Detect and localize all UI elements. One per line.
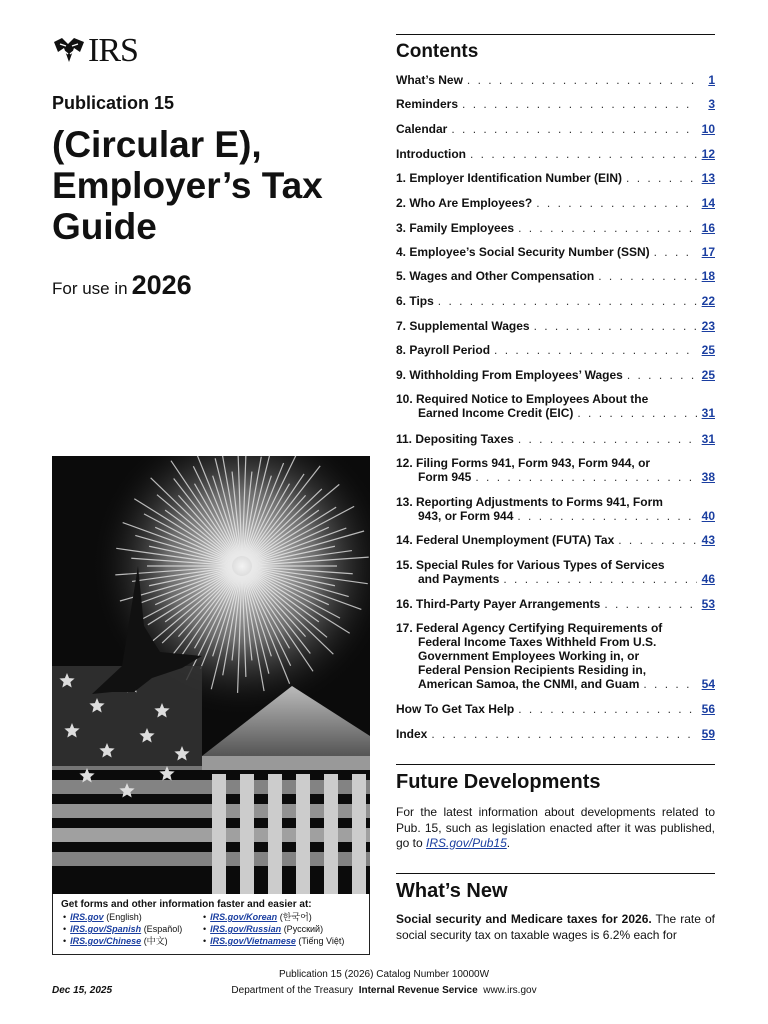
toc-leader-dots [470,147,697,161]
toc-page-link[interactable]: 17 [701,245,715,259]
toc-leader-dots [517,509,697,523]
toc-leader-dots [438,294,697,308]
footer-site: www.irs.gov [483,985,537,996]
divider [396,873,715,874]
irs-eagle-icon [52,36,86,66]
toc-page-link[interactable]: 54 [701,677,715,691]
toc-label: 2. Who Are Employees? [396,196,533,210]
toc-entry[interactable] [396,432,715,446]
toc-entry[interactable] [396,245,715,259]
whats-new-body: The rate of social security tax on taxable wages is 6.2% each for [396,912,715,942]
divider [396,34,715,35]
toc-page-link[interactable]: 59 [701,727,715,741]
info-link-item [63,935,182,947]
toc-page-link[interactable]: 43 [701,533,715,547]
toc-label: 16. Third-Party Payer Arrangements [396,597,601,611]
toc-leader-dots [534,319,697,333]
toc-page-link[interactable]: 40 [701,509,715,523]
toc-label: 943, or Form 944 [418,509,514,523]
toc-label: Government Employees Working in, or [418,649,640,663]
whats-new-lead: Social security and Medicare taxes for 2026. [396,912,652,926]
toc-entry[interactable] [396,621,715,691]
toc-leader-dots [536,196,697,210]
toc-entry[interactable] [396,495,715,523]
irs-korean-link[interactable]: IRS.gov/Korean [210,912,278,922]
irs-spanish-link[interactable]: IRS.gov/Spanish [70,924,142,934]
toc-page-link[interactable]: 10 [701,122,715,136]
info-box [52,894,370,955]
future-text: For the latest information about developments related to Pub. 15, such as legislation enacted after it was published, go to [396,805,715,850]
toc-page-link[interactable]: 53 [701,597,715,611]
toc-label: 12. Filing Forms 941, Form 943, Form 944, or [396,456,651,470]
toc-label: 17. Federal Agency Certifying Requirements of [396,621,663,635]
toc-leader-dots [462,97,697,111]
irs-chinese-link[interactable]: IRS.gov/Chinese [70,936,142,946]
cover-image [52,456,370,894]
toc-entry[interactable] [396,196,715,210]
irs-logo [52,32,138,69]
lang-label: (Tiếng Việt) [298,936,345,946]
divider [396,764,715,765]
footer-agency: Internal Revenue Service [358,985,478,996]
toc-leader-dots [494,343,697,357]
toc-page-link[interactable]: 25 [701,343,715,357]
toc-entry[interactable] [396,73,715,87]
info-link-item [203,935,344,947]
toc-label: Federal Pension Recipients Residing in, [418,663,647,677]
info-box-header: Get forms and other information faster and easier at: [61,899,312,910]
use-prefix: For use in [52,279,128,298]
toc-leader-dots [604,597,697,611]
toc-page-link[interactable]: 25 [701,368,715,382]
toc-entry[interactable] [396,456,715,484]
toc-entry[interactable] [396,147,715,161]
toc-leader-dots [518,702,697,716]
footer-date: Dec 15, 2025 [52,985,113,996]
toc-label: 13. Reporting Adjustments to Forms 941, Form [396,495,663,509]
lang-label: (中文) [143,936,168,946]
toc-label: Federal Income Taxes Withheld From U.S. [418,635,657,649]
contents-heading: Contents [396,41,479,62]
toc-label: Earned Income Credit (EIC) [418,406,574,420]
whats-new-heading: What’s New [396,880,508,902]
toc-label: 5. Wages and Other Compensation [396,269,595,283]
irs-logo-text: IRS [88,32,138,69]
toc-leader-dots [577,406,697,420]
cover-illustration [52,456,370,894]
toc-leader-dots [518,221,697,235]
irs-russian-link[interactable]: IRS.gov/Russian [210,924,282,934]
toc-label: American Samoa, the CNMI, and Guam [418,677,640,691]
toc-label: 11. Depositing Taxes [396,432,514,446]
toc-entry[interactable] [396,269,715,283]
toc-entry[interactable] [396,122,715,136]
toc-entry[interactable] [396,294,715,308]
toc-entry[interactable] [396,597,715,611]
irs-gov-link[interactable]: IRS.gov [70,912,104,922]
lang-label: (English) [106,912,142,922]
toc-entry[interactable] [396,171,715,185]
toc-label: Introduction [396,147,466,161]
toc-label: 7. Supplemental Wages [396,319,530,333]
lang-label: (Русский) [283,924,324,934]
toc-entry[interactable] [396,319,715,333]
toc-entry[interactable] [396,97,715,111]
use-year-line [52,270,192,301]
toc-leader-dots [431,727,697,741]
toc-label: 6. Tips [396,294,434,308]
toc-entry[interactable] [396,727,715,741]
toc-page-link[interactable]: 1 [708,73,715,87]
toc-leader-dots [626,171,697,185]
toc-label: 10. Required Notice to Employees About the [396,392,649,406]
pub15-link[interactable]: IRS.gov/Pub15 [426,836,507,850]
toc-leader-dots [467,73,697,87]
toc-page-link[interactable]: 18 [701,269,715,283]
info-links-col2 [203,911,344,947]
lang-label: (한국어) [279,912,312,922]
toc-page-link[interactable]: 12 [701,147,715,161]
toc-label: 15. Special Rules for Various Types of Services [396,558,665,572]
toc-label: 8. Payroll Period [396,343,491,357]
use-year: 2026 [131,270,192,300]
toc-page-link[interactable]: 38 [701,470,715,484]
toc-leader-dots [451,122,697,136]
toc-label: Index [396,727,428,741]
footer-dept: Department of the Treasury [231,985,354,996]
toc-entry[interactable] [396,221,715,235]
toc-page-link[interactable]: 13 [701,171,715,185]
toc-label: Calendar [396,122,448,136]
toc-page-link[interactable]: 31 [701,406,715,420]
toc-entry[interactable] [396,368,715,382]
toc-entry[interactable] [396,533,715,547]
toc-entry[interactable] [396,558,715,586]
toc-page-link[interactable]: 31 [701,432,715,446]
publication-number: Publication 15 [52,93,175,113]
future-end: . [506,836,511,850]
toc-leader-dots [503,572,697,586]
toc-page-link[interactable]: 3 [708,97,715,111]
toc-leader-dots [643,677,697,691]
info-link-item [63,923,182,935]
toc-entry[interactable] [396,392,715,420]
toc-leader-dots [475,470,697,484]
toc-page-link[interactable]: 46 [701,572,715,586]
toc-page-link[interactable]: 22 [701,294,715,308]
toc-page-link[interactable]: 23 [701,319,715,333]
future-developments-heading: Future Developments [396,771,601,793]
toc-page-link[interactable]: 14 [701,196,715,210]
toc-page-link[interactable]: 56 [701,702,715,716]
whats-new-text [396,912,715,943]
toc-leader-dots [627,368,697,382]
future-developments-text [396,805,715,852]
toc-page-link[interactable]: 16 [701,221,715,235]
toc-label: 1. Employer Identification Number (EIN) [396,171,623,185]
toc-leader-dots [618,533,697,547]
toc-label: How To Get Tax Help [396,702,515,716]
info-links-col1 [63,911,182,947]
info-link-item [203,911,344,923]
toc-entry[interactable] [396,343,715,357]
toc-entry[interactable] [396,702,715,716]
irs-vietnamese-link[interactable]: IRS.gov/Vietnamese [210,936,296,946]
footer-catalog: Publication 15 (2026) Catalog Number 10000W [278,969,490,980]
toc-label: 3. Family Employees [396,221,515,235]
toc-label: 9. Withholding From Employees’ Wages [396,368,623,382]
info-link-item [63,911,182,923]
document-title: (Circular E), Employer’s Tax Guide [52,124,323,247]
info-link-item [203,923,344,935]
toc-label: Form 945 [418,470,472,484]
toc-leader-dots [654,245,697,259]
toc-label: Reminders [396,97,459,111]
toc-label: What’s New [396,73,463,87]
toc-label: 4. Employee’s Social Security Number (SSN) [396,245,650,259]
toc-leader-dots [518,432,697,446]
toc-label: 14. Federal Unemployment (FUTA) Tax [396,533,615,547]
lang-label: (Español) [143,924,183,934]
toc-label: and Payments [418,572,500,586]
toc-leader-dots [598,269,697,283]
footer-agency-line [0,985,768,996]
